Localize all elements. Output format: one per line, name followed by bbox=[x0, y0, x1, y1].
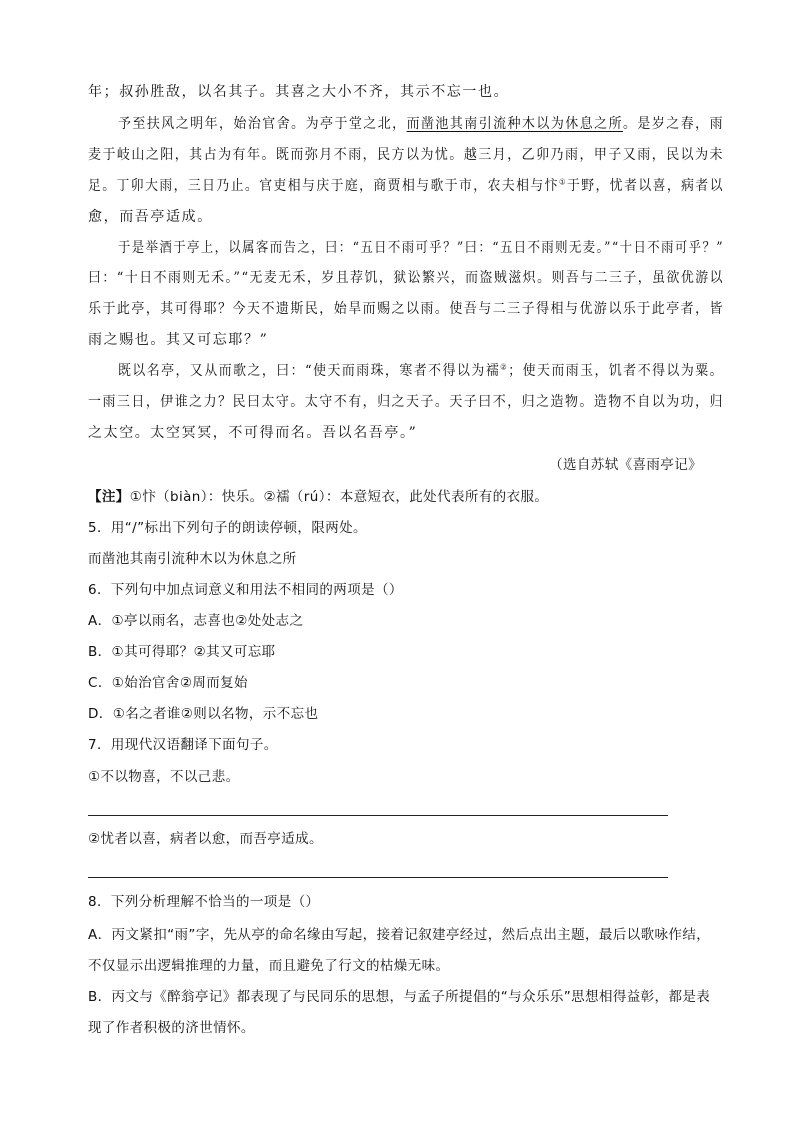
passage-line: 年；叔孙胜敌，以名其子。其喜之大小不齐，其示不忘一也。 bbox=[88, 84, 510, 100]
passage-line bbox=[118, 114, 724, 134]
passage-text: 予至扶风之明年，始治官舍。为亭于堂之北， bbox=[118, 116, 407, 132]
question-7-item-2: ②忧者以喜，病者以愈，而吾亭适成。 bbox=[88, 831, 323, 847]
passage-line bbox=[118, 361, 724, 381]
passage-line: 于是举酒于亭上，以属客而告之，曰：“五日不雨可乎？”曰：“五日不雨则无麦。”“十日不雨可乎？” bbox=[118, 240, 725, 256]
question-6: 6．下列句中加点词意义和用法不相同的两项是（） bbox=[88, 582, 403, 598]
source-citation: （选自苏轼《喜雨亭记》 bbox=[549, 457, 702, 473]
footnote-mark: ② bbox=[500, 362, 509, 372]
option-a: A．丙文紧扣“雨”字，先从亭的命名缘由写起，接着记叙建亭经过，然后点出主题，最后以歌咏作结， bbox=[88, 927, 711, 943]
option-b: B．丙文与《醉翁亭记》都表现了与民同乐的思想，与孟子所提倡的“与众乐乐”思想相得益彰，都是表 bbox=[88, 989, 711, 1005]
footnote-mark: ① bbox=[558, 177, 567, 187]
passage-line: 曰：“十日不雨则无禾。”“无麦无禾，岁且荐饥，狱讼繁兴，而盗贼滋炽。则吾与二三子，虽欲优游以 bbox=[88, 270, 724, 286]
answer-line[interactable] bbox=[88, 877, 668, 878]
note-tag: 【注】 bbox=[88, 489, 130, 505]
underlined-sentence: 而凿池其南引流种木以为休息之所 bbox=[406, 116, 623, 132]
question-7-item-1: ①不以物喜，不以己悲。 bbox=[88, 769, 240, 785]
question-7: 7．用现代汉语翻译下面句子。 bbox=[88, 737, 278, 753]
passage-line: 愈，而吾亭适成。 bbox=[88, 209, 213, 225]
passage-text: 既以名亭，又从而歌之，曰：“使天而雨珠，寒者不得以为襦 bbox=[118, 363, 501, 379]
option-c: C．①始治官舍②周而复始 bbox=[88, 675, 248, 691]
passage-line: 一雨三日，伊谁之力？民曰太守。太守不有，归之天子。天子曰不，归之造物。造物不自以为功，归 bbox=[88, 394, 725, 410]
option-d: D．①名之者谁②则以名物，示不忘也 bbox=[88, 706, 319, 722]
passage-line: 之太空。太空冥冥，不可得而名。吾以名吾亭。” bbox=[88, 425, 418, 441]
question-5-sentence: 而凿池其南引流种木以为休息之所 bbox=[88, 551, 297, 567]
note-text: ①忭（biàn）：快乐。②襦（rú）：本意短衣，此处代表所有的衣服。 bbox=[129, 489, 549, 505]
passage-text: 足。丁卯大雨，三日乃止。官吏相与庆于庭，商贾相与歌于市，农夫相与忭 bbox=[88, 178, 559, 194]
passage-line bbox=[88, 176, 724, 196]
question-5: 5．用“/”标出下列句子的朗读停顿，限两处。 bbox=[88, 520, 367, 536]
option-b: B．①其可得耶？②其又可忘耶 bbox=[88, 644, 276, 660]
passage-line: 乐于此亭，其可得耶？今天不遗斯民，始旱而赐之以雨。使吾与二三子得相与优游以乐于此亭者，皆 bbox=[88, 301, 725, 317]
option-b-continued: 现了作者积极的济世情怀。 bbox=[88, 1020, 255, 1036]
option-a-continued: 不仅显示出逻辑推理的力量，而且避免了行文的枯燥无味。 bbox=[88, 958, 450, 974]
option-a: A．①亭以雨名，志喜也②处处志之 bbox=[88, 613, 304, 629]
passage-line: 雨之赐也。其又可忘耶？” bbox=[88, 332, 269, 348]
answer-line[interactable] bbox=[88, 815, 668, 816]
annotation-note bbox=[88, 487, 548, 507]
passage-line: 麦于岐山之阳，其占为有年。既而弥月不雨，民方以为忧。越三月，乙卯乃雨，甲子又雨，民以为未 bbox=[88, 147, 725, 163]
passage-text: 于野，忧者以喜，病者以 bbox=[566, 178, 724, 194]
passage-text: ；使天而雨玉，饥者不得以为粟。 bbox=[508, 363, 725, 379]
passage-text: 。是岁之春，雨 bbox=[622, 116, 724, 132]
question-8: 8．下列分析理解不恰当的一项是（） bbox=[88, 894, 320, 910]
